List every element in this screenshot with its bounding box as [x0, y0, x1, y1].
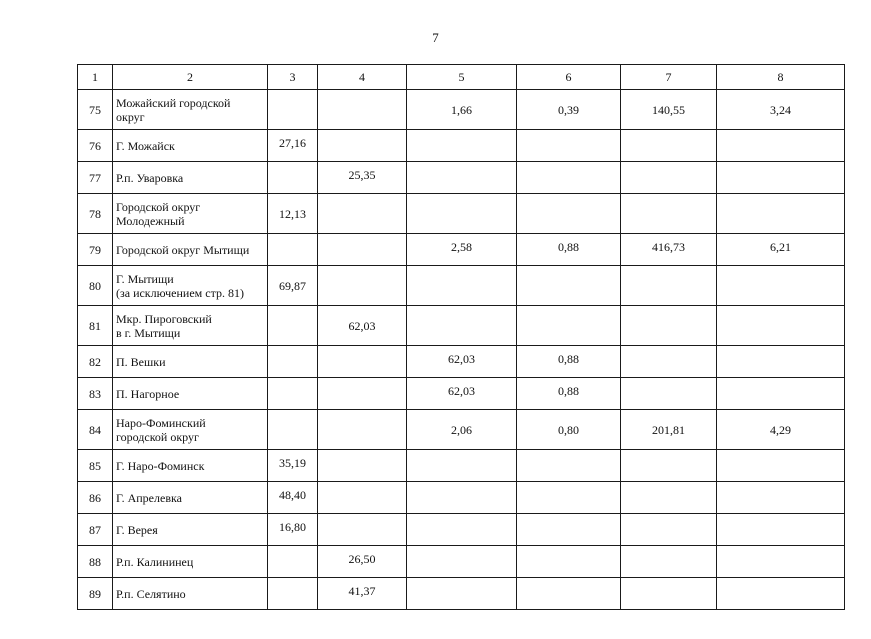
value-cell-col-7: [621, 514, 717, 546]
value-cell-col-5: [407, 578, 517, 610]
value-cell-col-3: [268, 546, 318, 578]
table-row: [78, 378, 845, 410]
value-cell-col-8: [717, 130, 845, 162]
value-cell-col-3: [268, 346, 318, 378]
value-cell-col-8: [717, 514, 845, 546]
value-cell-col-4: [318, 194, 407, 234]
locality-name-line: Городской округ Мытищи: [116, 242, 250, 257]
row-number: 77: [78, 162, 113, 194]
locality-name: [113, 378, 268, 410]
value-cell-col-3: 12,13: [268, 194, 318, 234]
locality-name-line: Городской округ: [116, 199, 201, 214]
value-cell-col-3: [268, 410, 318, 450]
value-cell-col-3: [268, 234, 318, 266]
value-cell-col-7: [621, 162, 717, 194]
value-cell-col-3: [268, 306, 318, 346]
value-cell-col-5: 2,06: [407, 410, 517, 450]
locality-name-line: Р.п. Уваровка: [116, 170, 184, 185]
row-number: 81: [78, 306, 113, 346]
locality-name-line: Г. Мытищи: [116, 271, 174, 286]
locality-name: [113, 162, 268, 194]
locality-name-line: в г. Мытищи: [116, 325, 181, 340]
value-cell-col-4: [318, 346, 407, 378]
row-number: 79: [78, 234, 113, 266]
locality-name-line: городской округ: [116, 429, 199, 444]
value-cell-col-8: [717, 378, 845, 410]
column-header-6: 6: [517, 65, 621, 90]
locality-name-line: Можайский городской: [116, 95, 231, 110]
row-number: 88: [78, 546, 113, 578]
data-table: [77, 64, 845, 610]
table-row: [78, 194, 845, 234]
value-cell-col-3: [268, 378, 318, 410]
value-cell-col-3: [268, 162, 318, 194]
value-cell-col-5: [407, 162, 517, 194]
value-cell-col-6: 0,88: [517, 234, 621, 266]
value-cell-col-6: [517, 266, 621, 306]
locality-name: [113, 306, 268, 346]
column-header-5: 5: [407, 65, 517, 90]
page-number: 7: [432, 30, 439, 45]
value-cell-col-6: [517, 482, 621, 514]
value-cell-col-8: [717, 482, 845, 514]
locality-name: [113, 90, 268, 130]
header-row: [78, 65, 845, 90]
value-cell-col-5: [407, 130, 517, 162]
value-cell-col-5: [407, 306, 517, 346]
row-number: 86: [78, 482, 113, 514]
value-cell-col-3: 69,87: [268, 266, 318, 306]
column-header-1: 1: [78, 65, 113, 90]
row-number: 76: [78, 130, 113, 162]
table-row: [78, 410, 845, 450]
locality-name-line: Р.п. Калининец: [116, 554, 194, 569]
locality-name-line: Молодежный: [116, 213, 185, 228]
value-cell-col-8: 6,21: [717, 234, 845, 266]
value-cell-col-7: [621, 346, 717, 378]
table-row: [78, 346, 845, 378]
value-cell-col-4: 26,50: [318, 546, 407, 578]
locality-name-line: Г. Наро-Фоминск: [116, 458, 205, 473]
column-header-4: 4: [318, 65, 407, 90]
locality-name: [113, 130, 268, 162]
locality-name: [113, 266, 268, 306]
value-cell-col-6: [517, 130, 621, 162]
value-cell-col-7: 201,81: [621, 410, 717, 450]
value-cell-col-3: 27,16: [268, 130, 318, 162]
row-number: 83: [78, 378, 113, 410]
table-row: [78, 450, 845, 482]
locality-name: [113, 234, 268, 266]
value-cell-col-6: 0,39: [517, 90, 621, 130]
value-cell-col-6: [517, 162, 621, 194]
value-cell-col-8: 3,24: [717, 90, 845, 130]
value-cell-col-3: [268, 90, 318, 130]
table-row: [78, 546, 845, 578]
value-cell-col-6: [517, 546, 621, 578]
value-cell-col-7: 140,55: [621, 90, 717, 130]
value-cell-col-7: [621, 482, 717, 514]
locality-name-line: Р.п. Селятино: [116, 586, 186, 601]
value-cell-col-8: 4,29: [717, 410, 845, 450]
table-row: [78, 162, 845, 194]
value-cell-col-8: [717, 578, 845, 610]
value-cell-col-8: [717, 162, 845, 194]
value-cell-col-4: [318, 378, 407, 410]
value-cell-col-8: [717, 546, 845, 578]
value-cell-col-4: [318, 130, 407, 162]
value-cell-col-6: [517, 194, 621, 234]
table-row: [78, 514, 845, 546]
locality-name: [113, 514, 268, 546]
value-cell-col-6: 0,88: [517, 378, 621, 410]
value-cell-col-4: 62,03: [318, 306, 407, 346]
locality-name-line: П. Вешки: [116, 354, 166, 369]
locality-name: [113, 194, 268, 234]
value-cell-col-7: 416,73: [621, 234, 717, 266]
value-cell-col-4: 41,37: [318, 578, 407, 610]
column-header-3: 3: [268, 65, 318, 90]
table-row: [78, 130, 845, 162]
row-number: 80: [78, 266, 113, 306]
value-cell-col-4: [318, 410, 407, 450]
value-cell-col-6: 0,88: [517, 346, 621, 378]
value-cell-col-3: 48,40: [268, 482, 318, 514]
locality-name-line: Мкр. Пироговский: [116, 311, 212, 326]
value-cell-col-4: [318, 266, 407, 306]
value-cell-col-8: [717, 450, 845, 482]
value-cell-col-5: [407, 450, 517, 482]
value-cell-col-3: [268, 578, 318, 610]
value-cell-col-7: [621, 130, 717, 162]
locality-name-line: Наро-Фоминский: [116, 415, 206, 430]
value-cell-col-8: [717, 306, 845, 346]
locality-name-line: округ: [116, 109, 145, 124]
row-number: 78: [78, 194, 113, 234]
locality-name-line: Г. Можайск: [116, 138, 175, 153]
locality-name-line: (за исключением стр. 81): [116, 285, 244, 300]
value-cell-col-4: [318, 514, 407, 546]
table-row: [78, 90, 845, 130]
column-header-7: 7: [621, 65, 717, 90]
value-cell-col-4: [318, 482, 407, 514]
value-cell-col-5: 62,03: [407, 378, 517, 410]
value-cell-col-6: 0,80: [517, 410, 621, 450]
locality-name: [113, 450, 268, 482]
row-number: 85: [78, 450, 113, 482]
row-number: 87: [78, 514, 113, 546]
value-cell-col-8: [717, 194, 845, 234]
value-cell-col-6: [517, 514, 621, 546]
locality-name: [113, 346, 268, 378]
column-header-2: 2: [113, 65, 268, 90]
locality-name-line: Г. Апрелевка: [116, 490, 182, 505]
value-cell-col-4: 25,35: [318, 162, 407, 194]
table-body: [78, 90, 845, 610]
value-cell-col-4: [318, 450, 407, 482]
value-cell-col-5: [407, 194, 517, 234]
table-row: [78, 578, 845, 610]
row-number: 82: [78, 346, 113, 378]
row-number: 84: [78, 410, 113, 450]
value-cell-col-3: 16,80: [268, 514, 318, 546]
row-number: 75: [78, 90, 113, 130]
value-cell-col-6: [517, 306, 621, 346]
value-cell-col-4: [318, 234, 407, 266]
table-row: [78, 266, 845, 306]
value-cell-col-5: 62,03: [407, 346, 517, 378]
value-cell-col-7: [621, 578, 717, 610]
value-cell-col-6: [517, 450, 621, 482]
table-row: [78, 234, 845, 266]
value-cell-col-5: [407, 514, 517, 546]
table-row: [78, 482, 845, 514]
value-cell-col-7: [621, 266, 717, 306]
locality-name: [113, 578, 268, 610]
locality-name-line: Г. Верея: [116, 522, 158, 537]
value-cell-col-7: [621, 194, 717, 234]
value-cell-col-5: 2,58: [407, 234, 517, 266]
value-cell-col-5: [407, 546, 517, 578]
value-cell-col-8: [717, 346, 845, 378]
value-cell-col-5: [407, 266, 517, 306]
locality-name: [113, 410, 268, 450]
value-cell-col-3: 35,19: [268, 450, 318, 482]
locality-name: [113, 482, 268, 514]
value-cell-col-6: [517, 578, 621, 610]
value-cell-col-4: [318, 90, 407, 130]
value-cell-col-7: [621, 450, 717, 482]
value-cell-col-7: [621, 306, 717, 346]
value-cell-col-5: 1,66: [407, 90, 517, 130]
locality-name: [113, 546, 268, 578]
table-row: [78, 306, 845, 346]
value-cell-col-7: [621, 378, 717, 410]
value-cell-col-5: [407, 482, 517, 514]
locality-name-line: П. Нагорное: [116, 386, 180, 401]
row-number: 89: [78, 578, 113, 610]
column-header-8: 8: [717, 65, 845, 90]
value-cell-col-8: [717, 266, 845, 306]
value-cell-col-7: [621, 546, 717, 578]
